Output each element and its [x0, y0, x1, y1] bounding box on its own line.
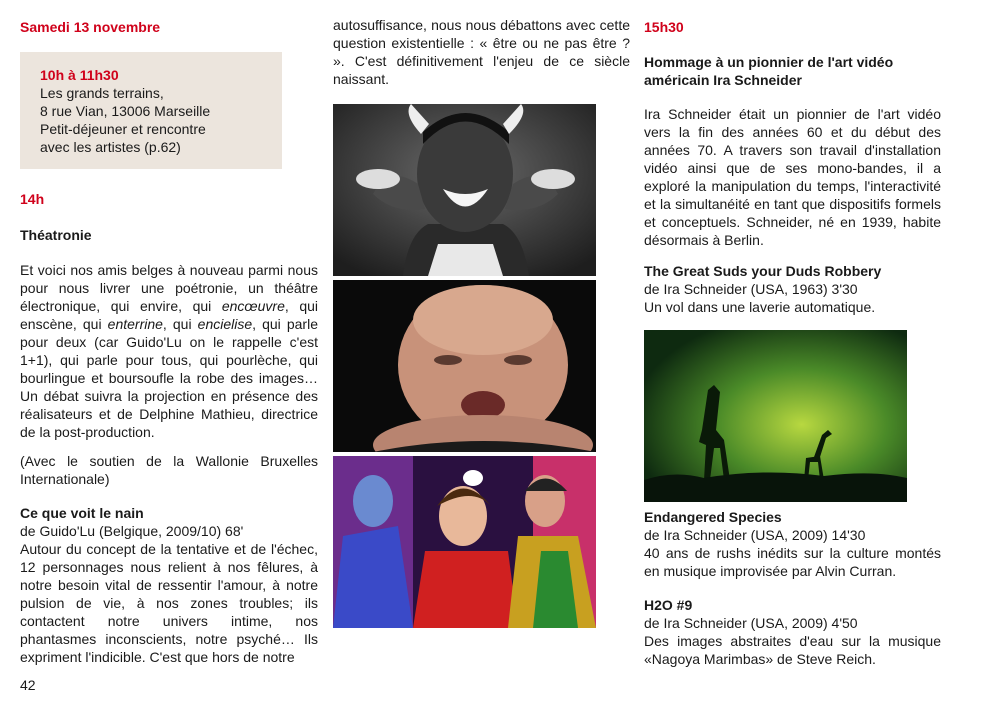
- photo-colorful-trio: [333, 456, 596, 628]
- box-line: Petit-déjeuner et rencontre: [40, 121, 206, 137]
- film-credit-h2o: de Ira Schneider (USA, 2009) 4'50: [644, 615, 858, 631]
- photo-bald-man: [333, 280, 596, 452]
- info-box: [20, 52, 282, 169]
- film-title-h2o: H2O #9: [644, 597, 693, 613]
- hommage-title: Hommage à un pionnier de l'art vidéo américain Ira Schneider: [644, 54, 894, 88]
- support-note: (Avec le soutien de la Wallonie Bruxelles Internationale): [20, 453, 318, 487]
- film-desc-suds: Un vol dans une laverie automatique.: [644, 299, 876, 315]
- box-line: avec les artistes (p.62): [40, 139, 181, 155]
- box-line: Les grands terrains,: [40, 85, 164, 101]
- box-time: 10h à 11h30: [40, 67, 119, 83]
- theatronie-paragraph: Et voici nos amis belges à nouveau parmi nous pour nous livrer une poétronie, un théâtre électronique, qui envire, qui encœuvre, qui enscène, qui enterrine, qui encielise, qui parle pour deux (car Guido'Lu on le rappelle c'est 1+1), qui parle pour tous, qui pourlèche, qui bourlingue et boursoufle la robe des images… Un débat suivra la projection en présence des réalisateurs et de Delphine Mathieu, directrice de la post-production.: [20, 262, 318, 440]
- film-credit-endangered: de Ira Schneider (USA, 2009) 14'30: [644, 527, 866, 543]
- time-15h30: 15h30: [644, 19, 684, 35]
- film-credit-nain: de Guido'Lu (Belgique, 2009/10) 68': [20, 523, 244, 539]
- photo-laughing-woman: [333, 104, 596, 276]
- film-credit-suds: de Ira Schneider (USA, 1963) 3'30: [644, 281, 858, 297]
- film-title-endangered: Endangered Species: [644, 509, 782, 525]
- photo-giraffes: [644, 330, 907, 502]
- time-14h: 14h: [20, 191, 45, 207]
- film-title-nain: Ce que voit le nain: [20, 505, 144, 521]
- date-heading: Samedi 13 novembre: [20, 19, 161, 35]
- film-desc-endangered: 40 ans de rushs inédits sur la culture montés en musique improvisée par Alvin Curran.: [644, 545, 941, 579]
- film-desc-nain: Autour du concept de la tentative et de l'échec, 12 personnages nous relient à nos fêlures, à notre besoin vital de ressentir l'amour, à notre pulsion de vie, à nos zones troubles; ils contactent notre univers intime, nos phantasmes inconscients, notre psyché… Ils expriment l'indicible. C'est que hors de notre: [20, 541, 318, 665]
- film-desc-h2o: Des images abstraites d'eau sur la musique «Nagoya Marimbas» de Steve Reich.: [644, 633, 941, 667]
- box-line: 8 rue Vian, 13006 Marseille: [40, 103, 211, 119]
- hommage-intro: Ira Schneider était un pionnier de l'art vidéo vers la fin des années 60 et du début des années 70. A travers son travail d'installation vidéo ainsi que de ses mono-bandes, il a exploré la manipulation du temps, l'interactivité et la simultanéité en tant que dispositifs formels et conceptuels. Schneider, né en 1939, habite désormais à Berlin.: [644, 106, 941, 248]
- film-title-suds: The Great Suds your Duds Robbery: [644, 263, 882, 279]
- page-number: 42: [20, 677, 36, 693]
- middle-text: autosuffisance, nous nous débattons avec cette question existentielle : « être ou ne pas être ? ». C'est définitivement l'enjeu de ce siècle naissant.: [333, 17, 630, 87]
- section-title-theatronie: Théatronie: [20, 227, 92, 243]
